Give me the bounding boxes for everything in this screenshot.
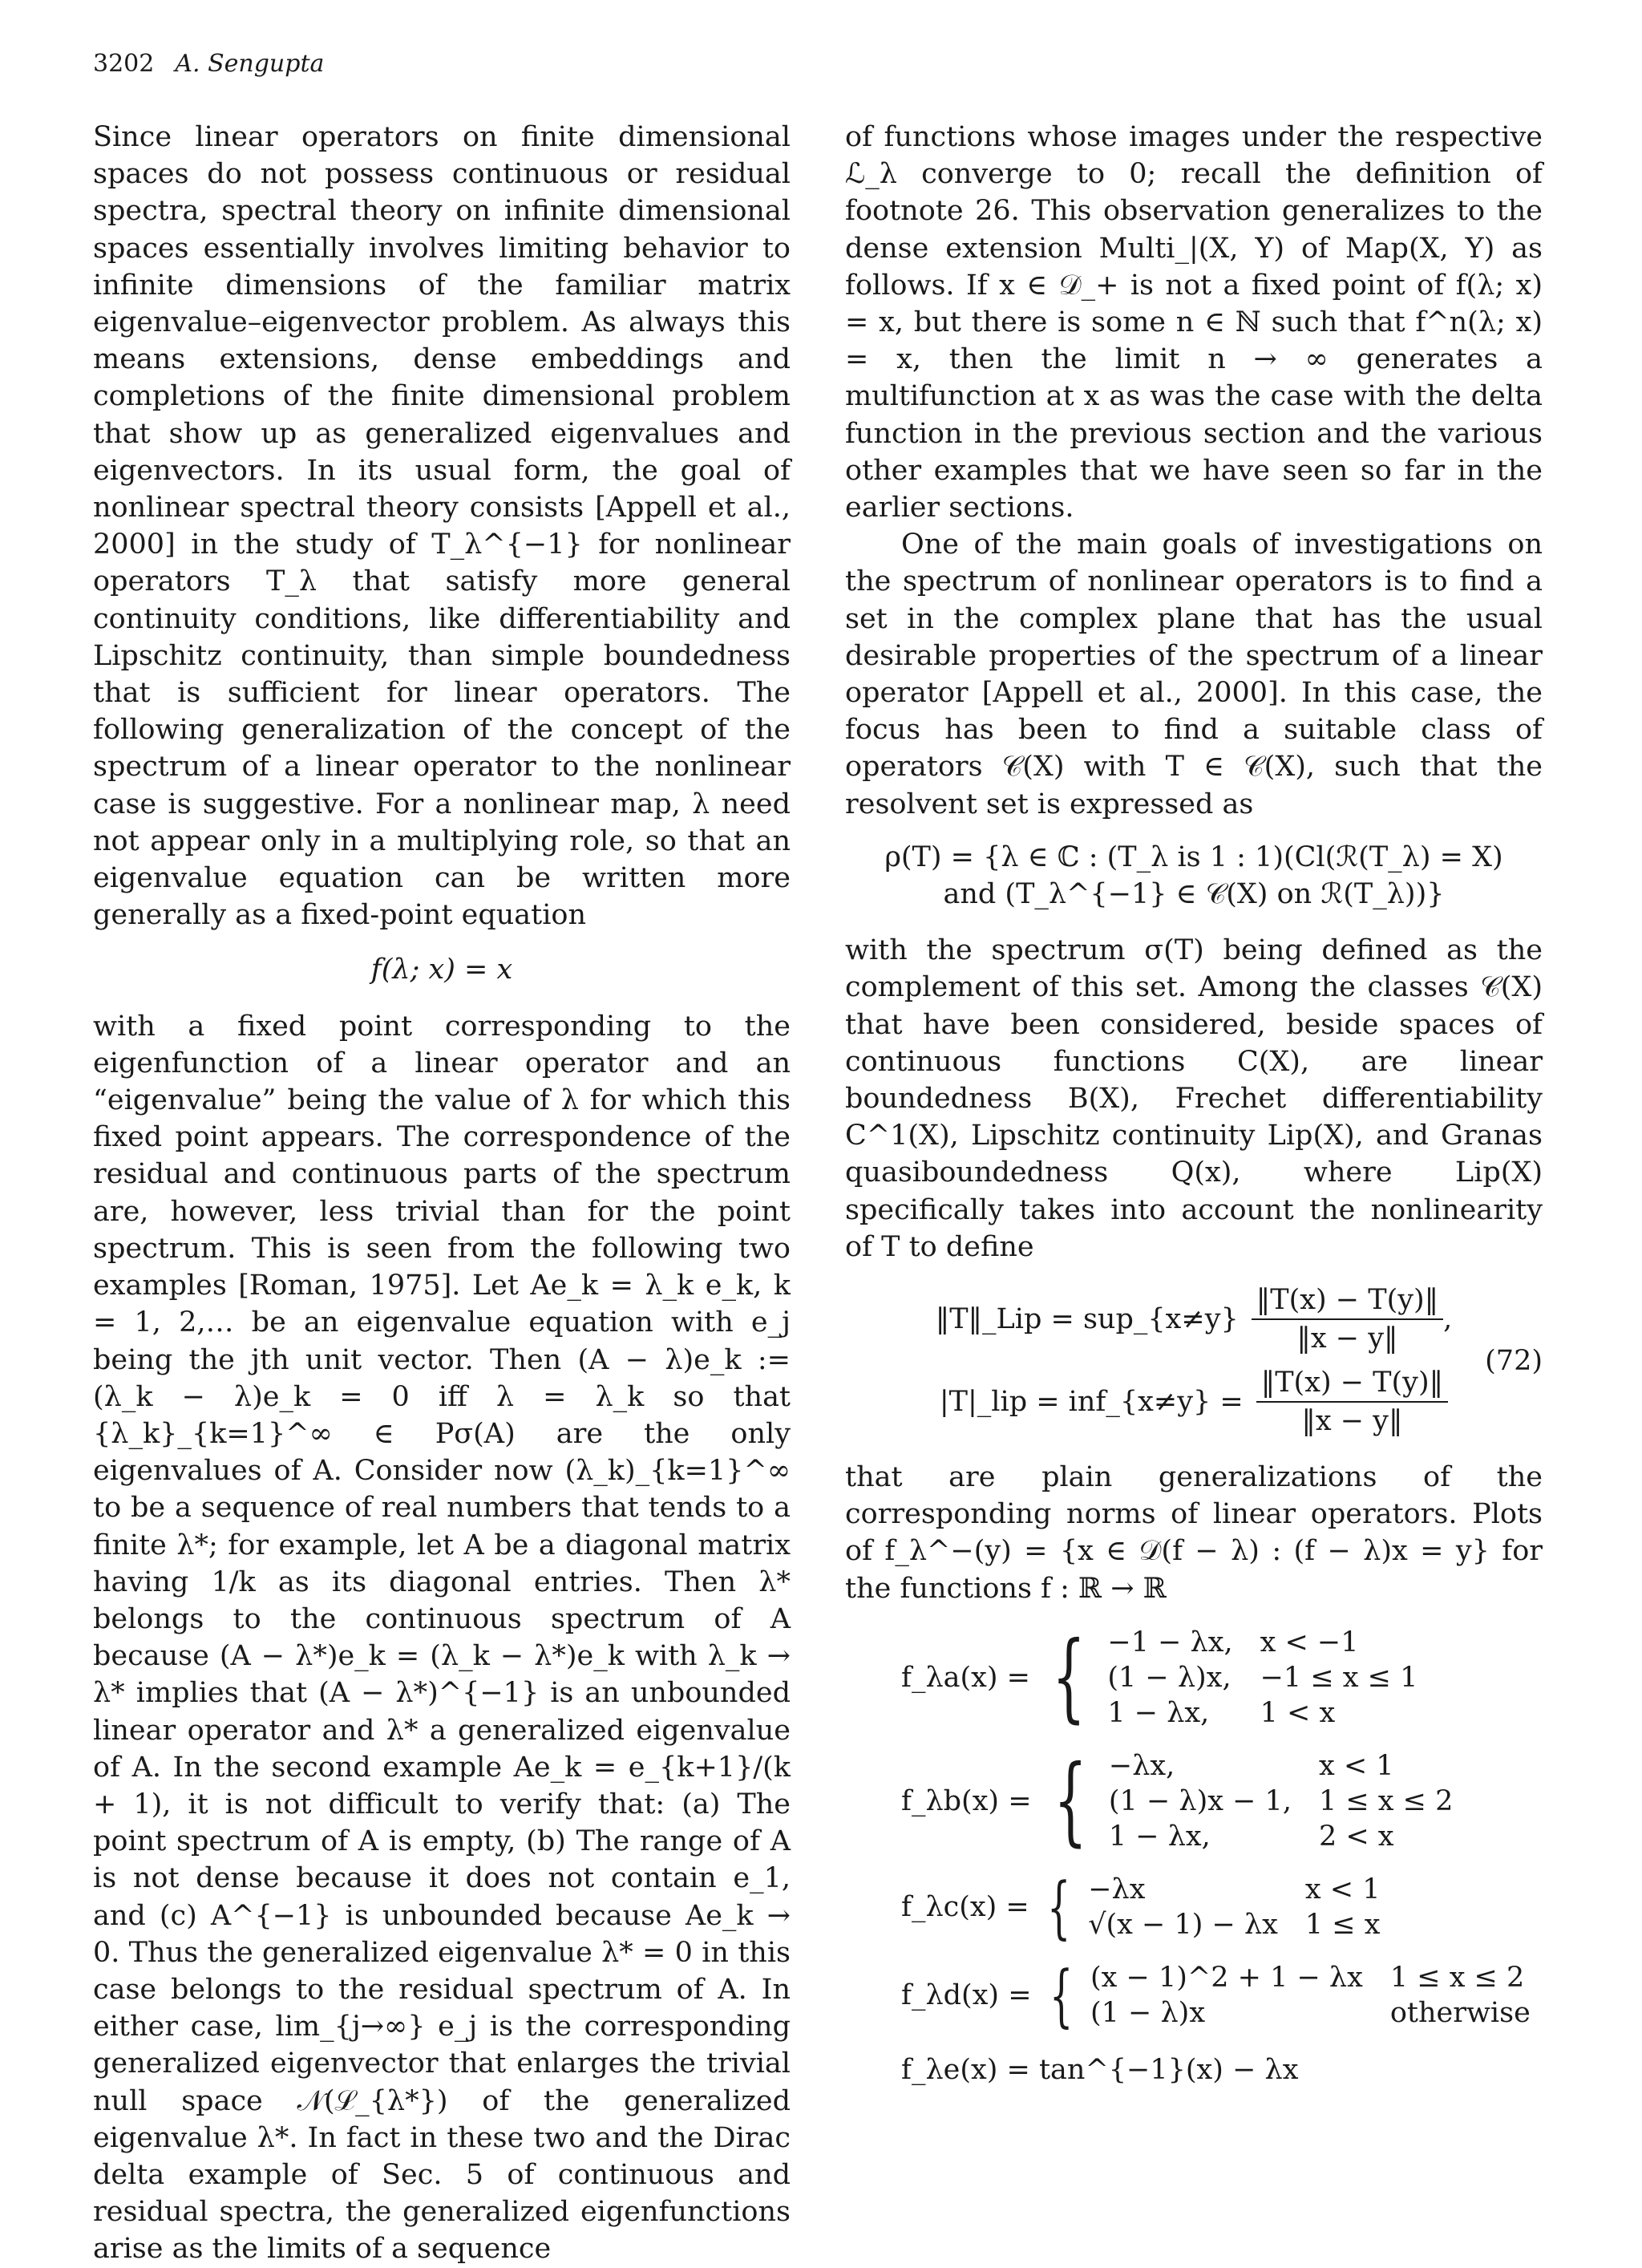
left-brace: { xyxy=(1049,1955,1073,2035)
paragraph: Since linear operators on finite dimensional spaces do not possess continuous or residual spectra, spectral theory on infinite dimensional spaces essentially involves limiting behavior to infinite dimensions of the familiar matrix eigenvalue–eigenvector problem. As always this means extensions, dense embeddings and completions of the finite dimensional problem that show up as generalized eigenvalues and eigenvectors. In its usual form, the goal of nonlinear spectral theory consists [Appell et al., 2000] in the study of T_λ^{−1} for nonlinear operators T_λ that satisfy more general continuity conditions, like differentiability and Lipschitz continuity, than simple boundedness that is sufficient for linear operators. The following generalization of the concept of the spectrum of a linear operator to the nonlinear case is suggestive. For a nonlinear map, λ need not appear only in a multiplying role, so that an eigenvalue equation can be written more generally as a fixed-point equation xyxy=(93,121,791,932)
denominator: ‖x − y‖ xyxy=(1301,1404,1403,1437)
cases xyxy=(1090,1960,1531,2031)
case-expr: (x − 1)^2 + 1 − λx xyxy=(1090,1961,1363,1994)
lip-lower-row xyxy=(845,1364,1543,1440)
case-expr: −λx, xyxy=(1108,1749,1175,1782)
case-expr: (1 − λ)x xyxy=(1090,1996,1206,2029)
case-expr: √(x − 1) − λx xyxy=(1088,1908,1278,1941)
case-cond: x < 1 xyxy=(1304,1873,1381,1906)
page-number: 3202 xyxy=(93,50,155,78)
paragraph: of functions whose images under the respective ℒ_λ converge to 0; recall the definition of footnote 26. This observation generalizes to the dense extension Multi_|(X, Y) of Map(X, Y) as follows. If x ∈ 𝒟_+ is not a fixed point of f(λ; x) = x, but there is some n ∈ ℕ such that f^n(λ; x) = x, then the limit n → ∞ generates a multifunction at x as was the case with the delta function in the previous section and the various other examples that we have seen so far in the earlier sections. xyxy=(845,121,1543,524)
equation-number: (72) xyxy=(1485,1344,1543,1377)
case-cond: −1 ≤ x ≤ 1 xyxy=(1260,1661,1418,1694)
case-cond: 1 ≤ x ≤ 2 xyxy=(1318,1784,1454,1817)
case-expr: −1 − λx, xyxy=(1107,1626,1233,1658)
case-cond: x < 1 xyxy=(1318,1749,1394,1782)
left-column xyxy=(93,119,791,2268)
paragraph: that are plain generalizations of the corresponding norms of linear operators. Plots of f_λ^−(y) = {x ∈ 𝒟(f − λ) : (f − λ)x = y} for the functions f : ℝ → ℝ xyxy=(845,1460,1543,1605)
function-fe: f_λe(x) = tan^{−1}(x) − λx xyxy=(901,2053,1299,2086)
equation-line: and (T_λ^{−1} ∈ 𝒞(X) on ℛ(T_λ))} xyxy=(943,878,1445,911)
equation-lhs: |T|_lip = inf_{x≠y} = xyxy=(939,1385,1244,1418)
case-cond: 1 ≤ x ≤ 2 xyxy=(1389,1961,1525,1994)
running-header xyxy=(93,50,324,78)
equation-lhs: f_λa(x) = xyxy=(901,1661,1031,1694)
case-cond: x < −1 xyxy=(1260,1626,1359,1658)
function-fa xyxy=(901,1621,1543,1733)
author-name: A. Sengupta xyxy=(175,50,325,78)
case-cond: 1 ≤ x xyxy=(1304,1908,1381,1941)
cases xyxy=(1109,1748,1453,1854)
equation-lhs: f_λd(x) = xyxy=(901,1978,1032,2011)
numerator: ‖T(x) − T(y)‖ xyxy=(1252,1282,1443,1320)
case-expr: (1 − λ)x − 1, xyxy=(1108,1784,1292,1817)
case-expr: (1 − λ)x, xyxy=(1107,1661,1232,1694)
equation-lhs: ‖T‖_Lip = sup_{x≠y} xyxy=(935,1303,1239,1336)
equation-lhs: f_λc(x) = xyxy=(901,1890,1029,1923)
function-fd xyxy=(901,1955,1543,2035)
numerator: ‖T(x) − T(y)‖ xyxy=(1256,1364,1448,1403)
paragraph: One of the main goals of investigations on the spectrum of nonlinear operators is to find a set in the complex plane that has the usual desirable properties of the spectrum of a linear operator [Appell et al., 2000]. In this case, the focus has been to find a suitable class of operators 𝒞(X) with T ∈ 𝒞(X), such that the resolvent set is expressed as xyxy=(845,529,1543,820)
equation-lhs: f_λb(x) = xyxy=(901,1784,1032,1817)
lip-norm-row xyxy=(845,1282,1543,1357)
case-expr: 1 − λx, xyxy=(1108,1820,1211,1853)
case-expr: −λx xyxy=(1088,1873,1146,1906)
function-fb xyxy=(901,1744,1543,1857)
case-expr: 1 − λx, xyxy=(1107,1696,1210,1729)
cases xyxy=(1088,1872,1380,1942)
left-brace: { xyxy=(1052,1621,1086,1733)
paragraph: with the spectrum σ(T) being defined as the complement of this set. Among the classes 𝒞(X) that have been considered, beside spaces of continuous functions C(X), are linear boundedness B(X), Frechet differentiability C^1(X), Lipschitz continuity Lip(X), and Granas quasiboundedness Q(x), where Lip(X) specifically takes into account the nonlinearity of T to define xyxy=(845,934,1543,1263)
left-brace: { xyxy=(1053,1744,1087,1857)
equation-72 xyxy=(845,1282,1543,1440)
fraction xyxy=(1252,1282,1443,1357)
equation-line: ρ(T) = {λ ∈ ℂ : (T_λ is 1 : 1)(Cl(ℛ(T_λ) = X) xyxy=(884,840,1503,873)
case-cond: otherwise xyxy=(1389,1996,1531,2029)
left-brace: { xyxy=(1046,1867,1071,1946)
paragraph: with a fixed point corresponding to the eigenfunction of a linear operator and an “eigenvalue” being the value of λ for which this fixed point appears. The correspondence of the residual and continuous parts of the spectrum are, however, less trivial than for the point spectrum. This is seen from the following two examples [Roman, 1975]. Let Ae_k = λ_k e_k, k = 1, 2,… be an eigenvalue equation with e_j being the jth unit vector. Then (A − λ)e_k := (λ_k − λ)e_k = 0 iff λ = λ_k so that {λ_k}_{k=1}^∞ ∈ Pσ(A) are the only eigenvalues of A. Consider now (λ_k)_{k=1}^∞ to be a sequence of real numbers that tends to a finite λ*; for example, let A be a diagonal matrix having 1/k as its diagonal entries. Then λ* belongs to the continuous spectrum of A because (A − λ*)e_k = (λ_k − λ*)e_k with λ_k → λ* implies that (A − λ*)^{−1} is an unbounded linear operator and λ* a generalized eigenvalue of A. In the second example Ae_k = e_{k+1}/(k + 1), it is not difficult to verify that: (a) The point spectrum of A is empty, (b) The range of A is not dense because it does not contain e_1, and (c) A^{−1} is unbounded because Ae_k → 0. Thus the generalized eigenvalue λ* = 0 in this case belongs to the residual spectrum of A. In either case, lim_{j→∞} e_j is the corresponding generalized eigenvector that enlarges the trivial null space 𝒩(ℒ_{λ*}) of the generalized eigenvalue λ*. In fact in these two and the Dirac delta example of Sec. 5 of continuous and residual spectra, the generalized eigenfunctions arise as the limits of a sequence xyxy=(93,1010,791,2266)
case-cond: 1 < x xyxy=(1260,1696,1336,1729)
denominator: ‖x − y‖ xyxy=(1296,1322,1398,1355)
equation-punct: , xyxy=(1443,1303,1453,1336)
case-cond: 2 < x xyxy=(1318,1820,1394,1853)
equation-resolvent-set xyxy=(845,839,1543,913)
right-column xyxy=(845,119,1543,2088)
equation-fixed-point: f(λ; x) = x xyxy=(370,954,513,986)
cases xyxy=(1107,1625,1418,1731)
function-fc xyxy=(901,1867,1543,1946)
fraction xyxy=(1256,1364,1448,1440)
